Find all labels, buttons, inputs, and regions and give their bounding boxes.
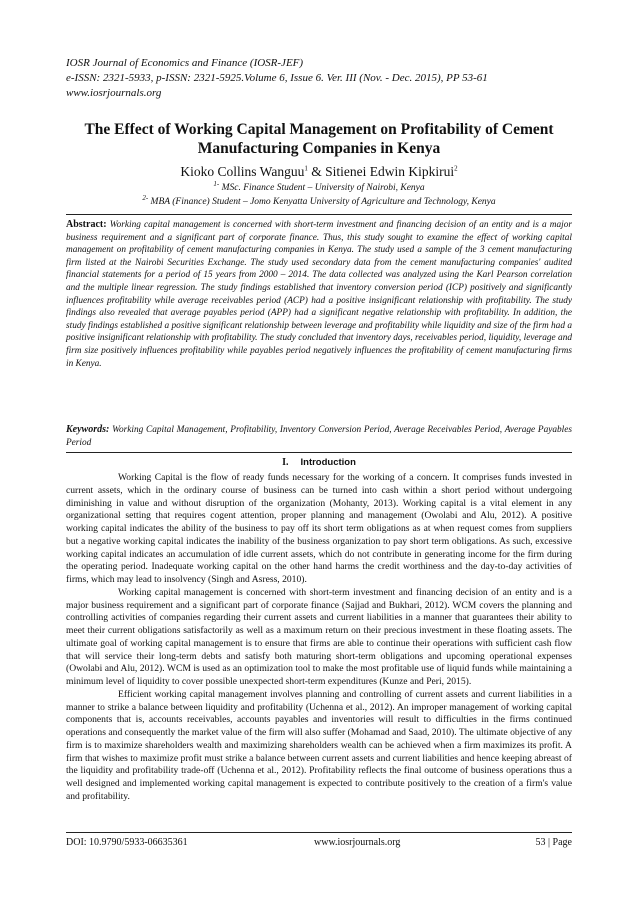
abstract-bottom-divider [66,452,572,453]
abstract-label: Abstract: [66,219,107,230]
keywords [66,424,572,449]
author-line [66,163,572,181]
journal-issn: e-ISSN: 2321-5933, p-ISSN: 2321-5925.Volume 6, Issue 6. Ver. III (Nov. - Dec. 2015), PP 53-61 [66,72,488,84]
author-2-superscript: 2 [454,164,458,173]
affiliation-2-marker: 2- [142,193,149,202]
paragraph: Working Capital is the flow of ready funds necessary for the working of a concern. It comprises funds invested in current assets, which in the ordinary course of business can be turned into cash within a short period without undergoing diminishing in value and without disruption of the organization (Mohanty, 2013). Working capital is a vital element in any organizational setting that requires cogent attention, proper planning and management (Owolabi and Alu, 2012). A positive working capital indicates the ability of the business to pay off its short term obligations as at when request comes from suppliers but a negative working capital indicates the inability of the business organization to pay short term obligations. As such, excessive working capital indicates an accumulation of idle current assets, which do not contribute in generating income for the firm during the operating period. Inadequate working capital on the other hand harms the credit worthiness and the day-to-day activities of firms, which may lead to insolvency (Singh and Asress, 2010). [66,472,572,585]
abstract-top-divider [66,214,572,215]
paper-title: The Effect of Working Capital Management on Profitability of Cement Manufacturing Companies in Kenya [84,121,554,157]
author-joiner: & [307,164,326,179]
page-footer [66,836,572,850]
author-2: Sitienei Edwin Kipkirui [325,164,455,179]
journal-website[interactable]: www.iosrjournals.org [66,87,162,99]
footer-website[interactable]: www.iosrjournals.org [314,837,401,848]
affiliation-2-text: MBA (Finance) Student – Jomo Kenyatta University of Agriculture and Technology, Kenya [148,197,496,207]
affiliation-2 [66,193,572,209]
section-title: Introduction [300,457,356,468]
affiliation-1-text: MSc. Finance Student – University of Nairobi, Kenya [219,183,425,193]
footer-page-number: 53 | Page [535,837,572,848]
section-number: I. [282,457,289,468]
author-1: Kioko Collins Wanguu [180,164,305,179]
paragraph: Working capital management is concerned with short-term investment and financing decision of an entity and is a major business requirement and a significant part of corporate finance (Sajjad and Bukhari, 2012). WCM covers the planning and controlling activities of companies regarding their current assets and current liabilities in a manner that guarantees their ability to meet their current obligations satisfactorily as well as a maximum return on their precious investment in these floating assets. The ultimate goal of working capital management is to ensure that firms are able to continue their operations with sufficient cash flow that will service their long-term debts and satisfy both maturing short-term obligations and upcoming operational expenses (Owolabi and Alu, 2012). WCM is used as an optimization tool to make the most profitable use of liquid funds while maintaining a minimum level of liquidity to cover possible unexpected short-term expenditures (Kunze and Peri, 2015). [66,586,572,687]
journal-name: IOSR Journal of Economics and Finance (IOSR-JEF) [66,57,304,69]
paragraph: Efficient working capital management involves planning and controlling of current assets and current liabilities in a manner to strike a balance between liquidity and profitability (Uchenna et al., 2012). An improper management of working capital components that is, accounts receivables, accounts payables and inventories will result to difficulties in the firms continued operations and consequently the market value of the firm will also suffer (Mohamad and Saad, 2010). The ultimate objective of any firm is to maximize shareholders wealth and maximizing shareholders wealth can be achieved when a firm maximizes its profit. A firm that wishes to maximize profit must strike a balance between current assets and current liabilities and hence keeping abreast of the liquidity and profitability trade-off (Uchenna et al., 2012). Profitability reflects the final outcome of business operations thus a well designed and implemented working capital management is expected to contribute positively to the creation of a firm's value and profitability. [66,688,572,802]
body-text [66,472,572,804]
section-heading [66,456,572,469]
keywords-text: Working Capital Management, Profitability, Inventory Conversion Period, Average Receivables Period, Average Payables Period [66,425,572,448]
footer-divider [66,832,572,833]
journal-header [66,56,576,101]
abstract-text: Working capital management is concerned with short-term investment and financing decision of an entity and is a major business requirement and a significant part of corporate finance. Thus, this study sought to examine the effect of working capital management on profitability of cement manufacturing companies in Kenya. The study used a sample of the 3 cement manufacturing firm listed at the Nairobi Securities Exchange. The study used secondary data from the cement manufacturing companies' audited financial statements for a period of 15 years from 2000 – 2014. The data collected was analyzed using the Karl Pearson correlation and the multiple linear regression. The study findings established that inventory conversion period (ICP) positively and significantly influences profitability while average receivables period (ACP) had a positive insignificant relationship with profitability. The study findings also revealed that average payables period (APP) had a significant negative relationship with profitability. In addition, the study findings established a positive significant relationship between leverage and profitability while liquidity and size of the firm had a positive insignificant relationship with profitability. The study concluded that inventory days, receivables period, liquidity, leverage and firm size positively influences profitability while payables period negatively influences the profitability of cement manufacturing firms in Kenya. [66,220,572,369]
abstract [66,219,572,370]
affiliation-1-marker: 1- [213,179,220,188]
keywords-label: Keywords: [66,424,110,435]
footer-doi: DOI: 10.9790/5933-06635361 [66,837,188,848]
author-1-superscript: 1 [304,164,308,173]
